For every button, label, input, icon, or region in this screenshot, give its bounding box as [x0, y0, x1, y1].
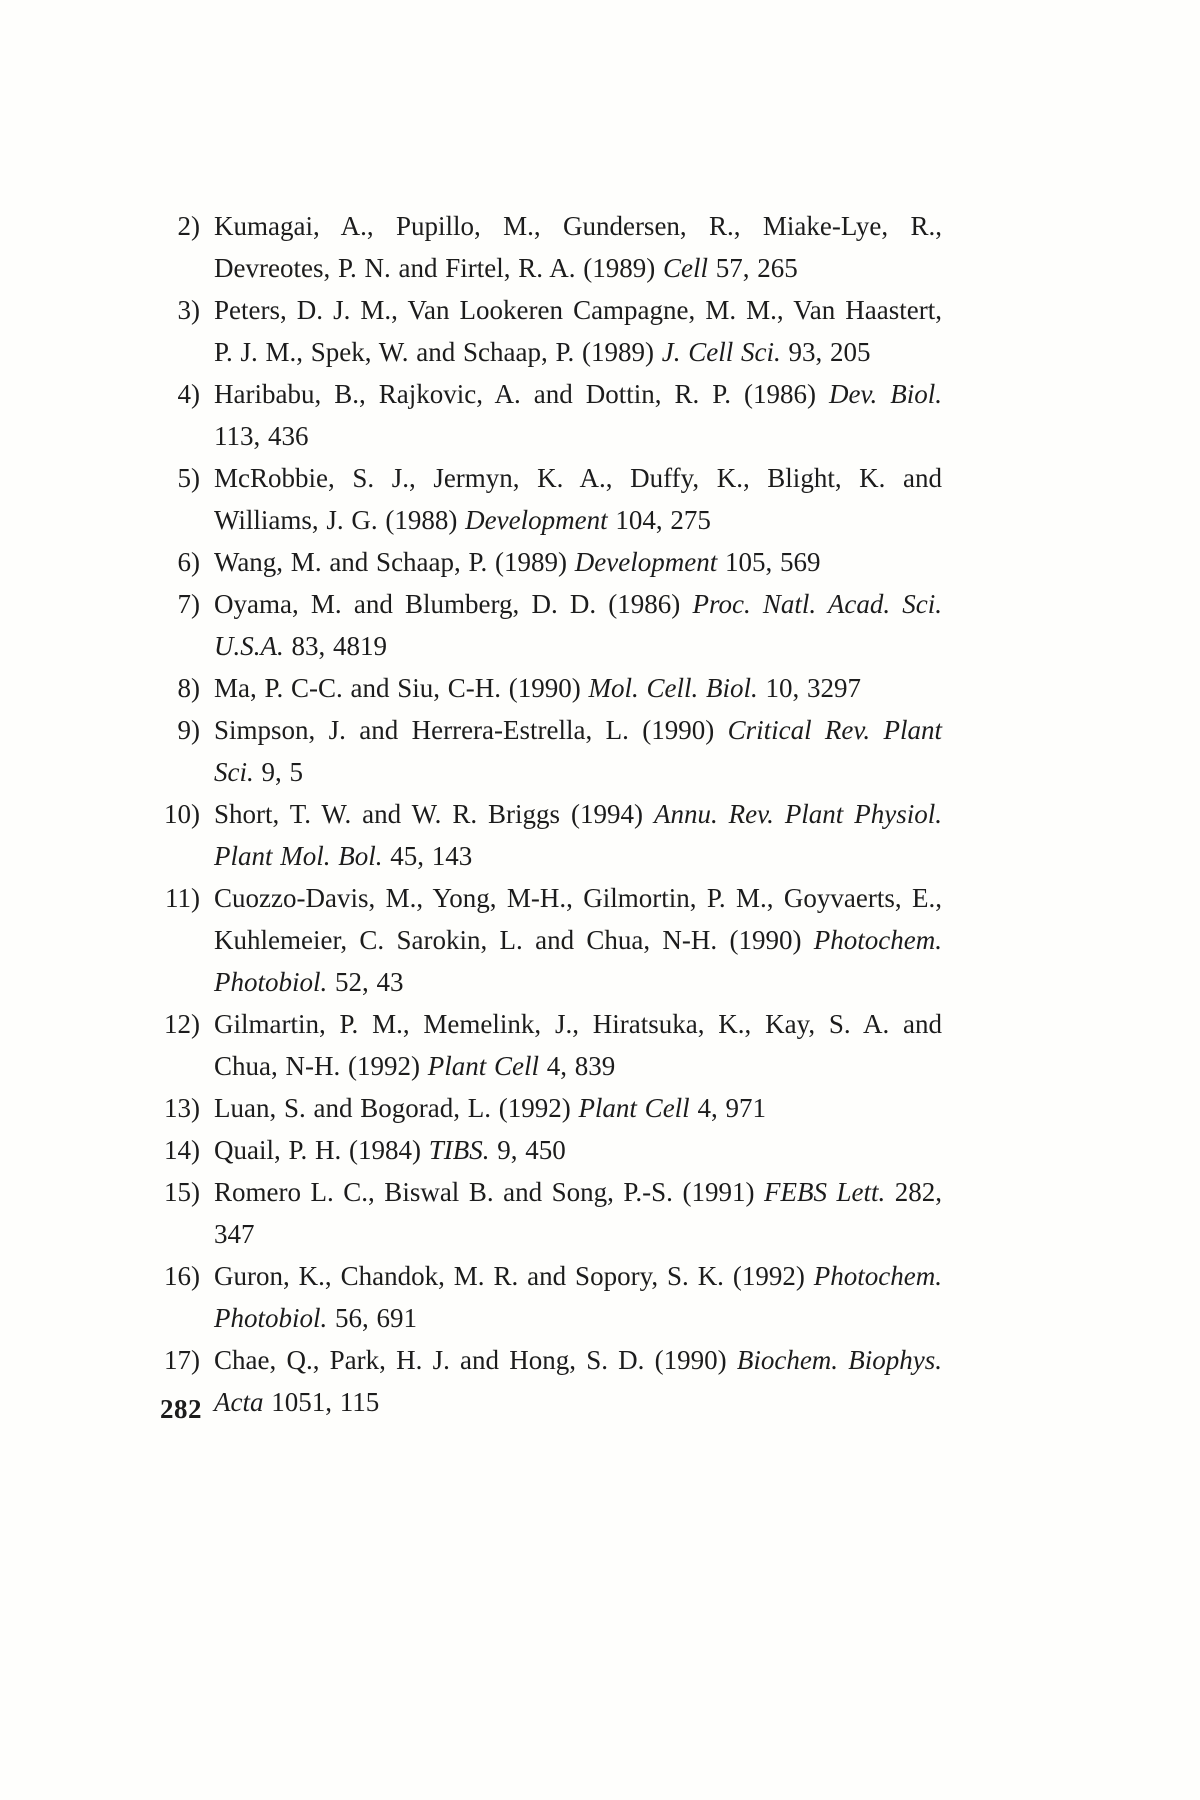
reference-segment: McRobbie, S. J., Jermyn, K. A., Duffy, K., Blight, K. and Williams, J. G. (1988) [214, 463, 942, 535]
reference-text [214, 541, 942, 583]
reference-item [152, 793, 942, 877]
reference-item [152, 709, 942, 793]
reference-text [214, 1171, 942, 1255]
reference-item [152, 1339, 942, 1423]
reference-segment: Gilmartin, P. M., Memelink, J., Hiratsuka, K., Kay, S. A. and Chua, N-H. (1992) [214, 1009, 942, 1081]
reference-number: 8) [177, 673, 200, 703]
reference-segment: 104, 275 [607, 505, 711, 535]
reference-number: 15) [164, 1177, 200, 1207]
reference-number: 4) [177, 379, 200, 409]
reference-text [214, 1003, 942, 1087]
journal-name: Annu. Rev. Plant Physiol. Plant Mol. Bol. [214, 799, 943, 871]
journal-name: Critical Rev. Plant Sci. [214, 715, 942, 787]
reference-text [214, 793, 942, 877]
reference-segment: Simpson, J. and Herrera-Estrella, L. (1990) [214, 715, 728, 745]
journal-name: J. Cell Sci. [661, 337, 781, 367]
reference-segment: 9, 5 [253, 757, 303, 787]
reference-text [214, 1087, 942, 1129]
journal-name: Photochem. Photobiol. [214, 1261, 942, 1333]
reference-segment: 9, 450 [489, 1135, 566, 1165]
reference-item [152, 205, 942, 289]
reference-item [152, 289, 942, 373]
reference-number: 6) [177, 547, 200, 577]
journal-name: Proc. Natl. Acad. Sci. U.S.A. [214, 589, 943, 661]
reference-text [214, 289, 942, 373]
reference-text [214, 457, 942, 541]
reference-number: 16) [164, 1261, 200, 1291]
reference-segment: 93, 205 [780, 337, 871, 367]
reference-segment: 57, 265 [707, 253, 798, 283]
page-number: 282 [160, 1394, 202, 1424]
reference-segment: 105, 569 [717, 547, 821, 577]
reference-segment: Wang, M. and Schaap, P. (1989) [214, 547, 575, 577]
reference-segment: Chae, Q., Park, H. J. and Hong, S. D. (1990) [214, 1345, 737, 1375]
reference-item [152, 1171, 942, 1255]
reference-item [152, 457, 942, 541]
reference-segment: 282, 347 [214, 1177, 943, 1249]
reference-segment: Guron, K., Chandok, M. R. and Sopory, S. K. (1992) [214, 1261, 814, 1291]
reference-item [152, 1129, 942, 1171]
reference-item [152, 541, 942, 583]
journal-name: Cell [662, 253, 708, 283]
reference-item [152, 877, 942, 1003]
journal-name: Biochem. Biophys. Acta [214, 1345, 943, 1417]
reference-number: 13) [164, 1093, 200, 1123]
reference-segment: 4, 971 [689, 1093, 766, 1123]
reference-number: 3) [177, 295, 200, 325]
reference-text [214, 667, 942, 709]
journal-name: Plant Cell [578, 1093, 690, 1123]
reference-item [152, 667, 942, 709]
reference-segment: 4, 839 [538, 1051, 616, 1081]
reference-text [214, 1129, 942, 1171]
reference-text [214, 373, 942, 457]
reference-text [214, 583, 942, 667]
reference-number: 5) [177, 463, 200, 493]
reference-number: 10) [164, 799, 200, 829]
reference-item [152, 373, 942, 457]
reference-segment: Oyama, M. and Blumberg, D. D. (1986) [214, 589, 693, 619]
reference-number: 17) [164, 1345, 200, 1375]
reference-text [214, 1339, 942, 1423]
reference-segment: Short, T. W. and W. R. Briggs (1994) [214, 799, 654, 829]
journal-name: Plant Cell [427, 1051, 539, 1081]
reference-segment: Haribabu, B., Rajkovic, A. and Dottin, R. P. (1986) [214, 379, 830, 409]
references-list [152, 205, 942, 1423]
reference-segment: 1051, 115 [263, 1387, 380, 1417]
reference-number: 14) [164, 1135, 200, 1165]
reference-segment: Cuozzo-Davis, M., Yong, M-H., Gilmortin, P. M., Goyvaerts, E., Kuhlemeier, C. Sarokin, L. and Chua, N-H. (1990) [214, 883, 942, 955]
reference-number: 9) [177, 715, 200, 745]
reference-number: 2) [177, 211, 200, 241]
reference-segment: Luan, S. and Bogorad, L. (1992) [214, 1093, 579, 1123]
reference-number: 12) [164, 1009, 200, 1039]
reference-segment: Romero L. C., Biswal B. and Song, P.-S. (1991) [214, 1177, 764, 1207]
reference-segment: 113, 436 [214, 421, 309, 451]
reference-segment: Quail, P. H. (1984) [214, 1135, 429, 1165]
reference-segment: 83, 4819 [283, 631, 387, 661]
reference-segment: 45, 143 [382, 841, 473, 871]
journal-name: Dev. Biol. [829, 379, 942, 409]
reference-segment: 52, 43 [327, 967, 404, 997]
reference-item [152, 1087, 942, 1129]
journal-name: Photochem. Photobiol. [214, 925, 942, 997]
reference-segment: Kumagai, A., Pupillo, M., Gundersen, R., Miake-Lye, R., Devreotes, P. N. and Firtel, R. A. (1989) [214, 211, 942, 283]
reference-item [152, 583, 942, 667]
reference-text [214, 205, 942, 289]
reference-number: 11) [165, 883, 200, 913]
journal-name: TIBS. [428, 1135, 490, 1165]
reference-segment: 10, 3297 [757, 673, 861, 703]
journal-name: Mol. Cell. Biol. [588, 673, 758, 703]
reference-segment: Peters, D. J. M., Van Lookeren Campagne, M. M., Van Haastert, P. J. M., Spek, W. and Schaap, P. (1989) [214, 295, 942, 367]
reference-item [152, 1255, 942, 1339]
reference-text [214, 877, 942, 1003]
journal-name: Development [574, 547, 718, 577]
reference-text [214, 1255, 942, 1339]
reference-segment: Ma, P. C-C. and Siu, C-H. (1990) [214, 673, 589, 703]
journal-name: Development [465, 505, 608, 535]
reference-segment: 56, 691 [327, 1303, 417, 1333]
reference-text [214, 709, 942, 793]
reference-number: 7) [177, 589, 200, 619]
reference-item [152, 1003, 942, 1087]
journal-name: FEBS Lett. [763, 1177, 886, 1207]
